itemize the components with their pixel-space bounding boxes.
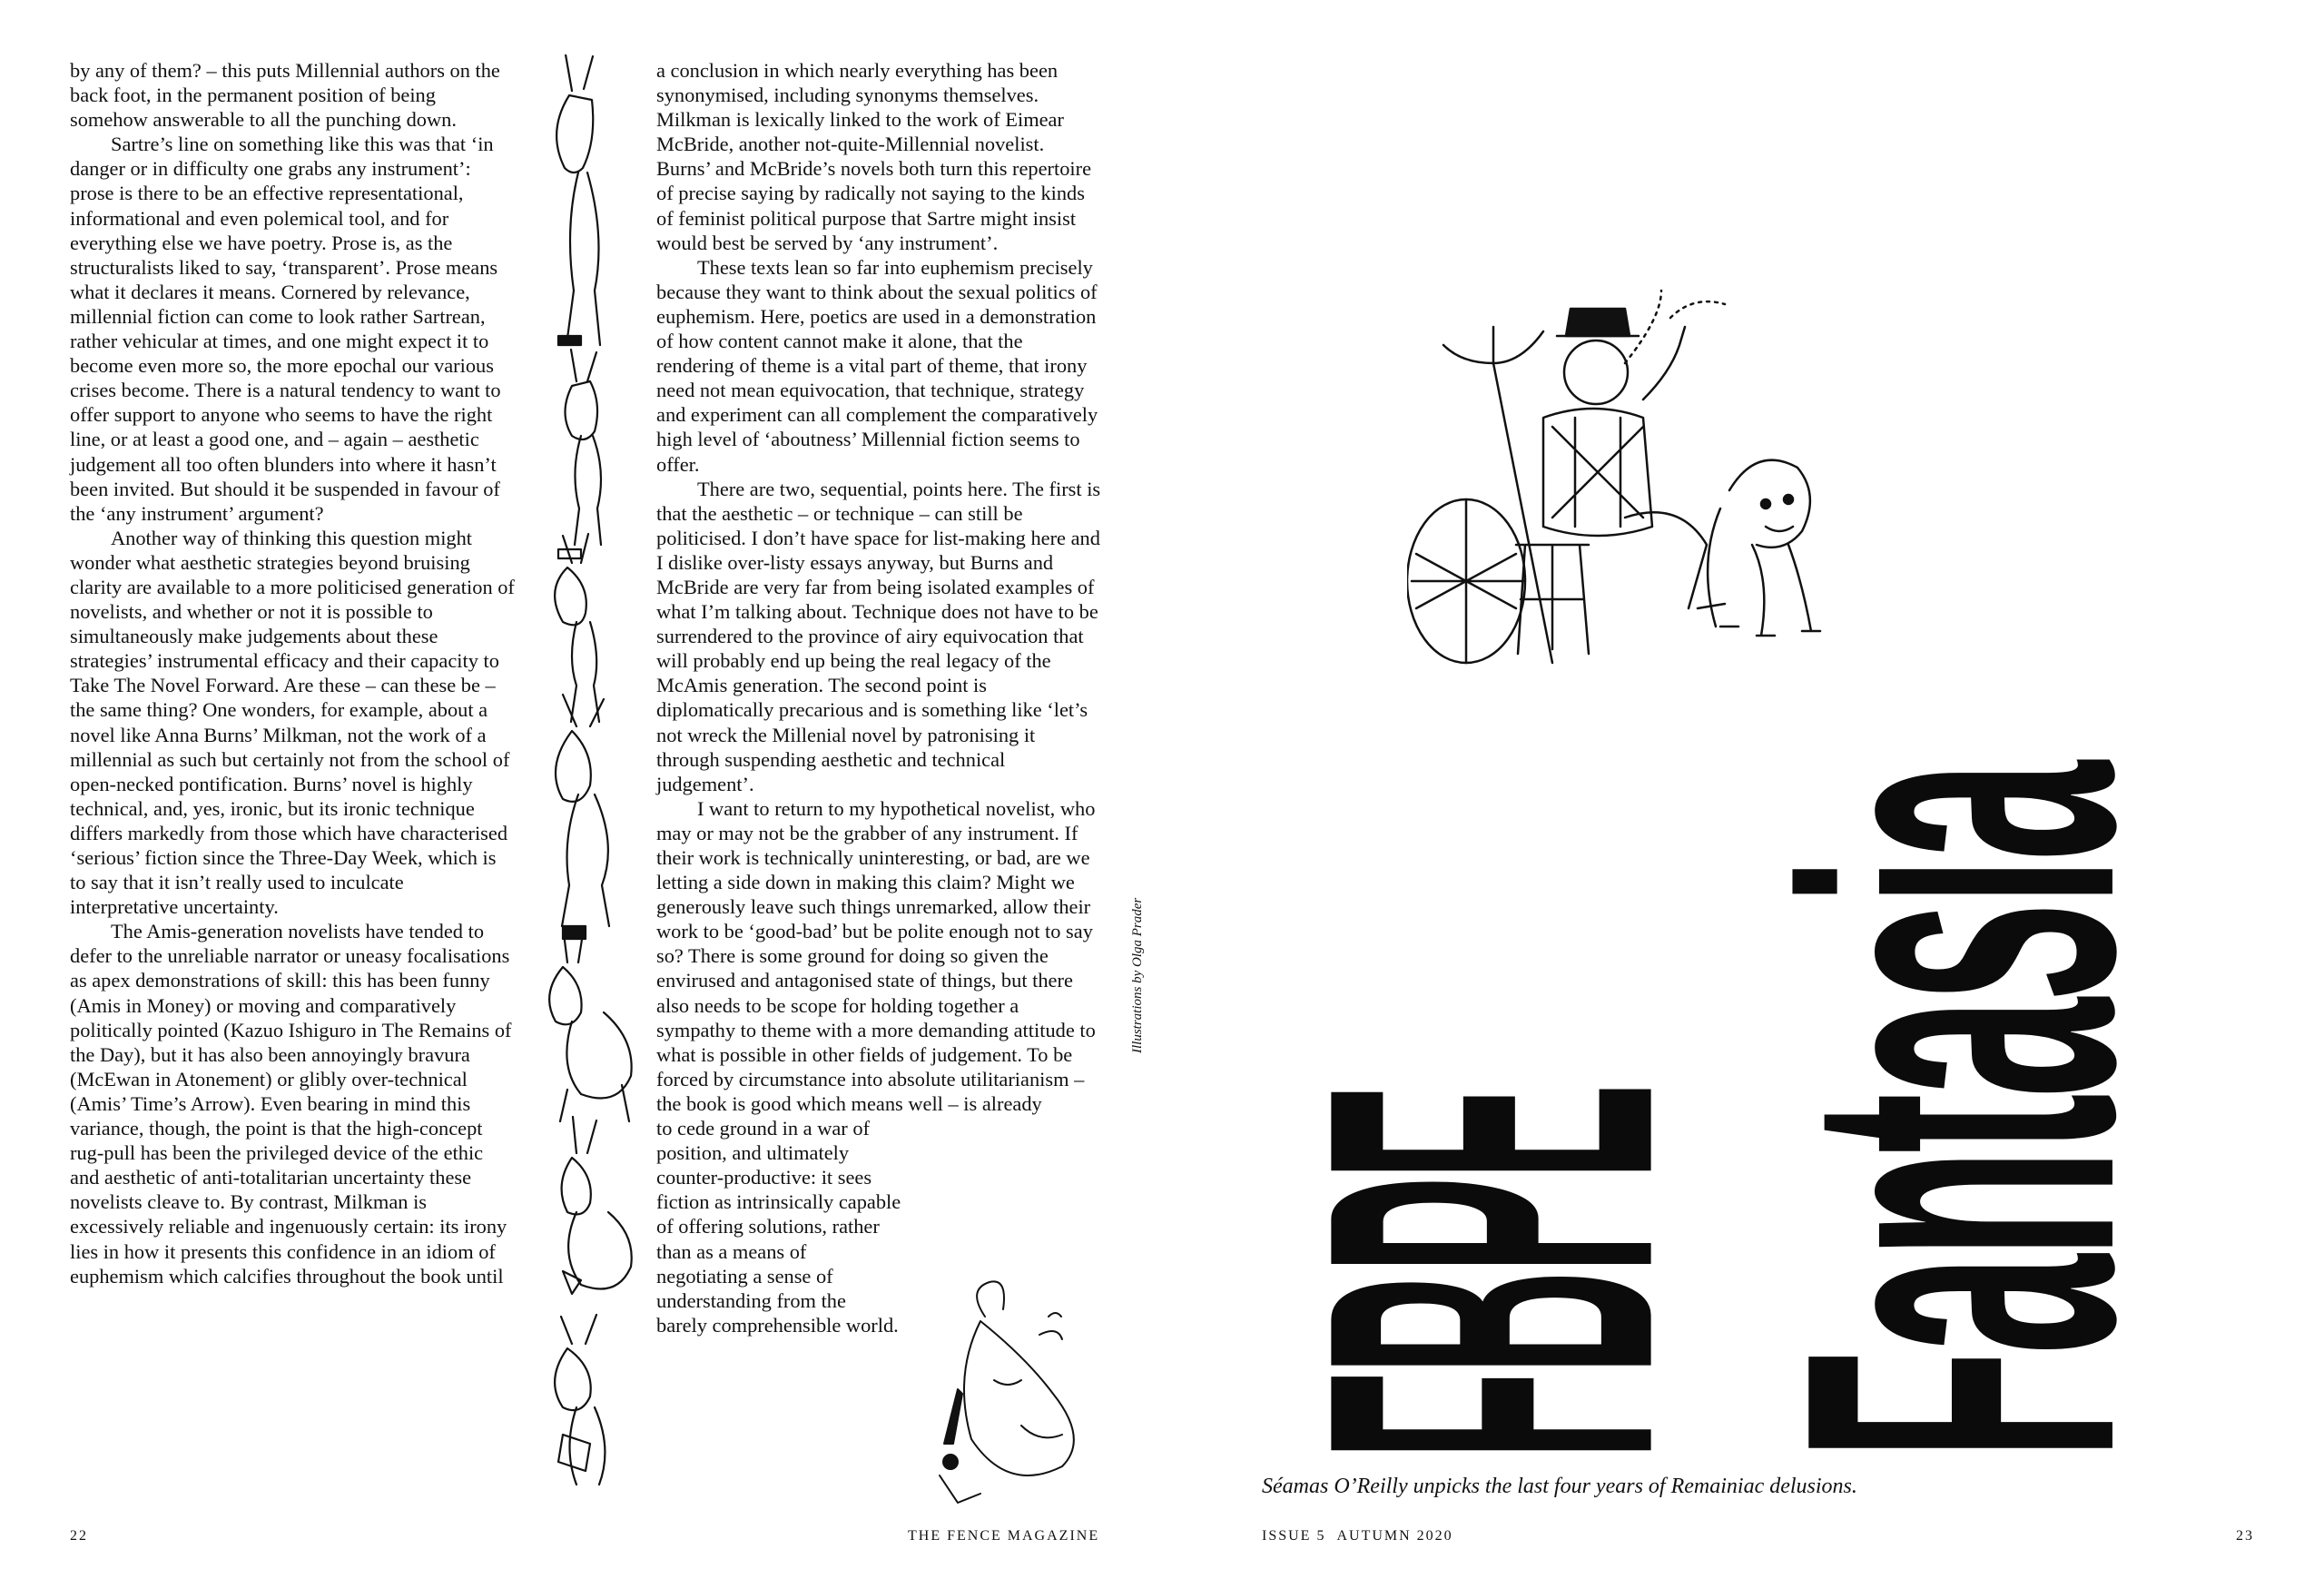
paragraph: Another way of thinking this question might wonder what aesthetic strategies beyond bruising clarity are available to a more politicised generation of novelists, and whether or not it is possible to simultaneously make judgements about these strategies’ instrumental efficacy and their capacity to Take The Novel Forward. Are these – can these be – the same thing? One wonders, for example, about a novel like Anna Burns’ Milkman, not the work of a millennial as such but certainly not from the school of open-necked pontification. Burns’ novel is highly technical, and, yes, ironic, but its ironic technique differs markedly from those which have characterised ‘serious’ fiction since the Three-Day Week, which is to say that it isn’t really used to inculcate interpretative uncertainty. xyxy=(70,526,515,919)
donkey-drawings xyxy=(522,54,649,1507)
issue-season: AUTUMN 2020 xyxy=(1336,1528,1453,1544)
sleeping-donkey-drawing xyxy=(931,1280,1094,1512)
paragraph: I want to return to my hypothetical novelist, who may or may not be the grabber of any instrument. If their work is technically uninteresting, or bad, are we letting a side down in making this claim? Might we generously leave such things unremarked, allow their work to be ‘good-bad’ but be polite enough not to say so? There is some ground for doing so given the envirused and antagonised state of things, but there also needs to be scope for holding together a sympathy to theme with a more demanding attitude to what is possible in other fields of judgement. To be forced by circumstance into absolute utilitarianism – the book is good which means well – is already xyxy=(656,796,1096,1115)
issue-footer xyxy=(1262,1528,1453,1544)
headline-fantasia: Fantasia xyxy=(1712,765,2207,1460)
paragraph: by any of them? – this puts Millennial authors on the back foot, in the permanent position of being somehow answerable to all the punching down. xyxy=(70,59,500,132)
paragraph: There are two, sequential, points here. The first is that the aesthetic – or technique – can still be politicised. I don’t have space for list-making here and I dislike over-listy essays anyway, but Burns and McBride are very far from being isolated examples of what I’m talking about. Technique does not have to be surrendered to the province of airy equivocation that will probably end up being the real legacy of the McAmis generation. The second point is diplomatically precarious and is something like ‘let’s not wreck the Millenial novel by patronising it through suspending aesthetic and technical judgement’. xyxy=(656,477,1101,795)
paragraph: Sartre’s line on something like this was that ‘in danger or in difficulty one grabs any instrument’: prose is there to be an effective representational, informational and even polemical tool, and for everything else we have poetry. Prose is, as the structuralists liked to say, ‘transparent’. Prose means what it declares it means. Cornered by relevance, millennial fiction can come to look rather Sartrean, rather vehicular at times, and one might expect it to become even more so, the more epochal our various crises become. There is a natural tendency to want to offer support to anyone who seems to have the right line, or at least a good one, and – again – aesthetic judgement all too often blunders into where it hasn’t been invited. But should it be suspended in favour of the ‘any instrument’ argument? xyxy=(70,133,501,525)
man-with-bulldog-illustration xyxy=(1407,281,1834,672)
body-column-2 xyxy=(656,58,1101,1337)
body-column-1 xyxy=(70,58,515,1288)
standfirst: Séamas O’Reilly unpicks the last four years of Remainiac delusions. xyxy=(1262,1475,1857,1498)
headline-fbpe: FBPE xyxy=(1229,1087,1750,1460)
paragraph: to cede ground in a war of position, and ultimately counter-productive: it sees fiction as intrinsically capable of offering solutions, rather than as a means of negotiating a sense of understanding from the barely comprehensible world. xyxy=(656,1117,901,1337)
illustration-credit: Illustrations by Olga Prader xyxy=(1130,897,1145,1053)
paragraph: a conclusion in which nearly everything has been synonymised, including synonyms themselves. Milkman is lexically linked to the work of Eimear McBride, another not-quite-Millennial novelist. Burns’ and McBride’s novels both turn this repertoire of precise saying by radically not saying to the kinds of feminist political purpose that Sartre might insist would best be served by ‘any instrument’. xyxy=(656,59,1092,254)
paragraph: The Amis-generation novelists have tended to defer to the unreliable narrator or uneasy focalisations as apex demonstrations of skill: this has been funny (Amis in Money) or moving and comparatively politically pointed (Kazuo Ishiguro in The Remains of the Day), but it has also been annoyingly bravura (McEwan in Atonement) or glibly over-technical (Amis’ Time’s Arrow). Even bearing in mind this variance, though, the point is that the high-concept rug-pull has been the privileged device of the ethic and aesthetic of anti-totalitarian uncertainty these novelists cleave to. By contrast, Milkman is excessively reliable and ingenuously certain: its irony lies in how it presents this confidence in an idiom of euphemism which calcifies throughout the book until xyxy=(70,920,512,1288)
donkey-illustration-strip xyxy=(522,54,649,1507)
page-number-left: 22 xyxy=(70,1528,88,1544)
paragraph: These texts lean so far into euphemism precisely because they want to think about the sexual politics of euphemism. Here, poetics are used in a demonstration of how content cannot make it alone, that the rendering of theme is a vital part of theme, that irony need not mean equivocation, that technique, strategy and experiment can all complement the comparatively high level of ‘aboutness’ Millennial fiction seems to offer. xyxy=(656,255,1098,476)
man-bulldog-drawing xyxy=(1407,281,1834,672)
sleeping-donkey-illustration xyxy=(931,1280,1094,1512)
masthead-footer: THE FENCE MAGAZINE xyxy=(908,1528,1100,1544)
issue-number: ISSUE 5 xyxy=(1262,1528,1326,1544)
page-number-right: 23 xyxy=(2236,1528,2254,1544)
